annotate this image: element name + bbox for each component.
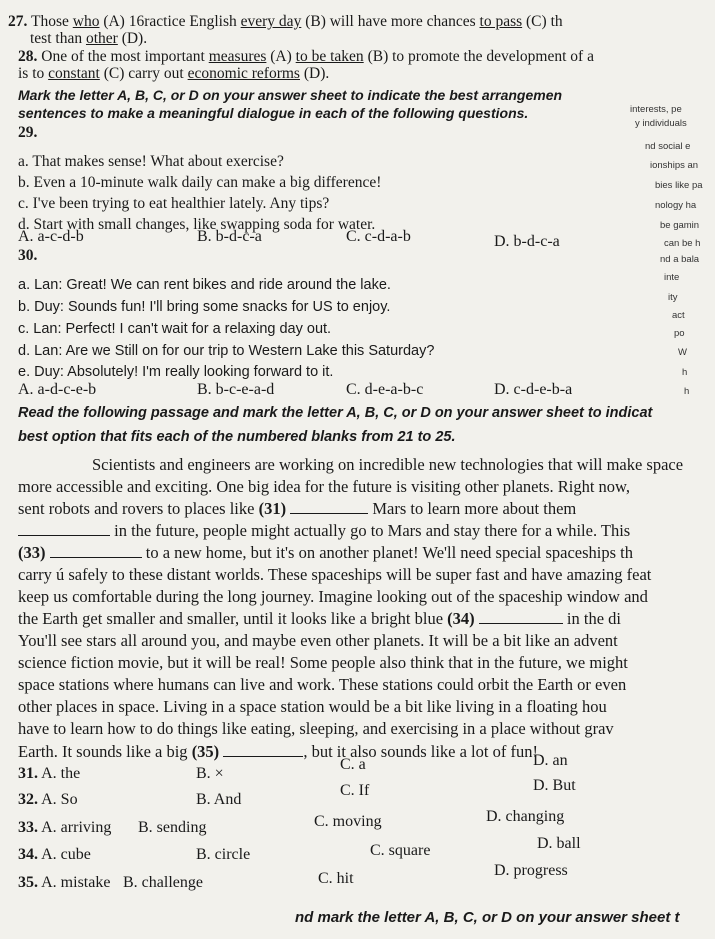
passage-line-14: Earth. It sounds like a big (35) , but it also sounds like a lot of fun! bbox=[18, 742, 538, 761]
q27-line1: 27. Those who (A) 16ractice English every day (B) will have more chances to pass (C) th bbox=[8, 13, 563, 30]
passage-line-12: other places in space. Living in a space station would be a bit like living in a floating hou bbox=[18, 697, 607, 716]
q29-option-b[interactable]: B. b-d-c-a bbox=[197, 228, 262, 245]
q32-option-c[interactable]: C. If bbox=[340, 782, 370, 799]
q34-option-b[interactable]: B. circle bbox=[196, 846, 251, 863]
q27-line2: test than other (D). bbox=[30, 30, 148, 47]
passage-line-7: keep us comfortable during the long journey. Imagine looking out of the spaceship window and bbox=[18, 587, 648, 606]
q29-sentence-a: a. That makes sense! What about exercise? bbox=[18, 153, 284, 170]
margin-note-4: ionships an bbox=[650, 160, 699, 171]
margin-note-11: ity bbox=[668, 292, 678, 303]
passage-line-1: Scientists and engineers are working on incredible new technologies that will make space bbox=[92, 455, 684, 474]
margin-note-3: nd social e bbox=[645, 141, 691, 152]
q30-line-e: e. Duy: Absolutely! I'm really looking forward to it. bbox=[18, 364, 334, 380]
instruction-passage-line1: Read the following passage and mark the letter A, B, C, or D on your answer sheet to indicat bbox=[18, 405, 653, 421]
passage-line-9: You'll see stars all around you, and maybe even other planets. It will be a bit like an advent bbox=[18, 631, 618, 650]
q30-line-a: a. Lan: Great! We can rent bikes and ride around the lake. bbox=[18, 277, 391, 293]
q30-option-a[interactable]: A. a-d-c-e-b bbox=[18, 381, 97, 398]
blank-33[interactable] bbox=[50, 543, 142, 558]
passage-line-11: space stations where humans can live and work. These stations could orbit the Earth or even bbox=[18, 675, 627, 694]
next-instruction-partial: nd mark the letter A, B, C, or D on your answer sheet t bbox=[295, 909, 680, 926]
blank-31-label: (31) bbox=[258, 499, 287, 518]
q28-line1: 28. One of the most important measures (A) to be taken (B) to promote the development of a bbox=[18, 48, 594, 65]
margin-note-15: h bbox=[682, 367, 688, 378]
q34-option-a[interactable]: 34. A. cube bbox=[18, 846, 91, 863]
blank-32[interactable] bbox=[18, 521, 110, 536]
q35-option-c[interactable]: C. hit bbox=[318, 870, 354, 887]
passage-line-10: science fiction movie, but it will be real! Some people also think that in the future, we might bbox=[18, 653, 628, 672]
q35-option-a[interactable]: 35. A. mistake bbox=[18, 874, 111, 891]
margin-note-12: act bbox=[672, 310, 685, 321]
passage-line-13: have to learn how to do things like eating, sleeping, and exercising in a place without grav bbox=[18, 719, 614, 738]
q29-sentence-b: b. Even a 10-minute walk daily can make a big difference! bbox=[18, 174, 382, 191]
margin-note-2: y individuals bbox=[635, 118, 687, 129]
instruction-arrangement-line1: Mark the letter A, B, C, or D on your answer sheet to indicate the best arrangemen bbox=[18, 87, 563, 103]
q30-option-b[interactable]: B. b-c-e-a-d bbox=[197, 381, 275, 398]
q32-option-a[interactable]: 32. A. So bbox=[18, 791, 78, 808]
instruction-passage-line2: best option that fits each of the numbered blanks from 21 to 25. bbox=[18, 429, 456, 445]
q30-option-c[interactable]: C. d-e-a-b-c bbox=[346, 381, 424, 398]
q33-option-a[interactable]: 33. A. arriving bbox=[18, 819, 112, 836]
q32-option-b[interactable]: B. And bbox=[196, 791, 242, 808]
blank-35-label: (35) bbox=[191, 742, 220, 761]
blank-34-label: (34) bbox=[447, 609, 475, 628]
margin-note-1: interests, pe bbox=[630, 104, 682, 115]
q29-sentence-d: d. Start with small changes, like swapping soda for water. bbox=[18, 216, 376, 233]
q29-number: 29. bbox=[18, 124, 38, 141]
q28-line2: is to constant (C) carry out economic reforms (D). bbox=[18, 65, 330, 82]
margin-note-7: be gamin bbox=[660, 220, 700, 231]
passage-line-3: sent robots and rovers to places like (31) Mars to learn more about them bbox=[18, 499, 577, 518]
passage-line-6: carry ú safely to these distant worlds. These spaceships will be super fast and have amazing feat bbox=[18, 565, 652, 584]
q27-number: 27. bbox=[8, 13, 28, 30]
q35-option-d[interactable]: D. progress bbox=[494, 862, 568, 879]
q30-line-d: d. Lan: Are we Still on for our trip to Western Lake this Saturday? bbox=[18, 343, 435, 359]
q33-option-c[interactable]: C. moving bbox=[314, 813, 382, 830]
q34-option-c[interactable]: C. square bbox=[370, 842, 431, 859]
instruction-arrangement-line2: sentences to make a meaningful dialogue in each of the following questions. bbox=[18, 105, 529, 121]
blank-34[interactable] bbox=[479, 609, 563, 624]
passage-line-8: the Earth get smaller and smaller, until it looks like a bright blue (34) in the di bbox=[18, 609, 621, 628]
q31-option-a[interactable]: 31. A. the bbox=[18, 765, 81, 782]
q31-option-c[interactable]: C. a bbox=[340, 756, 366, 773]
blank-31[interactable] bbox=[290, 499, 368, 514]
margin-note-16: h bbox=[684, 386, 690, 397]
blank-35[interactable] bbox=[223, 742, 303, 757]
q30-option-d[interactable]: D. c-d-e-b-a bbox=[494, 381, 573, 398]
blank-33-label: (33) bbox=[18, 543, 46, 562]
q34-option-d[interactable]: D. ball bbox=[537, 835, 581, 852]
q29-option-d[interactable]: D. b-d-c-a bbox=[494, 233, 560, 250]
q33-option-b[interactable]: B. sending bbox=[138, 819, 207, 836]
q31-option-b[interactable]: B. × bbox=[196, 765, 224, 782]
q33-option-d[interactable]: D. changing bbox=[486, 808, 565, 825]
margin-note-13: po bbox=[674, 328, 685, 339]
margin-note-5: bies like pa bbox=[655, 180, 703, 191]
passage-line-2: more accessible and exciting. One big idea for the future is visiting other planets. Right now, bbox=[18, 477, 631, 496]
margin-note-8: can be h bbox=[664, 238, 701, 249]
q30-number: 30. bbox=[18, 247, 38, 264]
q30-line-b: b. Duy: Sounds fun! I'll bring some snacks for US to enjoy. bbox=[18, 299, 391, 315]
q29-sentence-c: c. I've been trying to eat healthier lately. Any tips? bbox=[18, 195, 330, 212]
q31-option-d[interactable]: D. an bbox=[533, 752, 568, 769]
q29-option-c[interactable]: C. c-d-a-b bbox=[346, 228, 411, 245]
passage-line-5: (33) to a new home, but it's on another planet! We'll need special spaceships th bbox=[18, 543, 634, 562]
margin-note-6: nology ha bbox=[655, 200, 697, 211]
passage-line-4: in the future, people might actually go to Mars and stay there for a while. This bbox=[18, 521, 630, 540]
q30-line-c: c. Lan: Perfect! I can't wait for a relaxing day out. bbox=[18, 321, 332, 337]
margin-note-9: nd a bala bbox=[660, 254, 700, 265]
margin-note-14: W bbox=[678, 347, 687, 358]
q35-option-b[interactable]: B. challenge bbox=[123, 874, 203, 891]
q29-option-a[interactable]: A. a-c-d-b bbox=[18, 228, 84, 245]
q32-option-d[interactable]: D. But bbox=[533, 777, 576, 794]
margin-note-10: inte bbox=[664, 272, 680, 283]
